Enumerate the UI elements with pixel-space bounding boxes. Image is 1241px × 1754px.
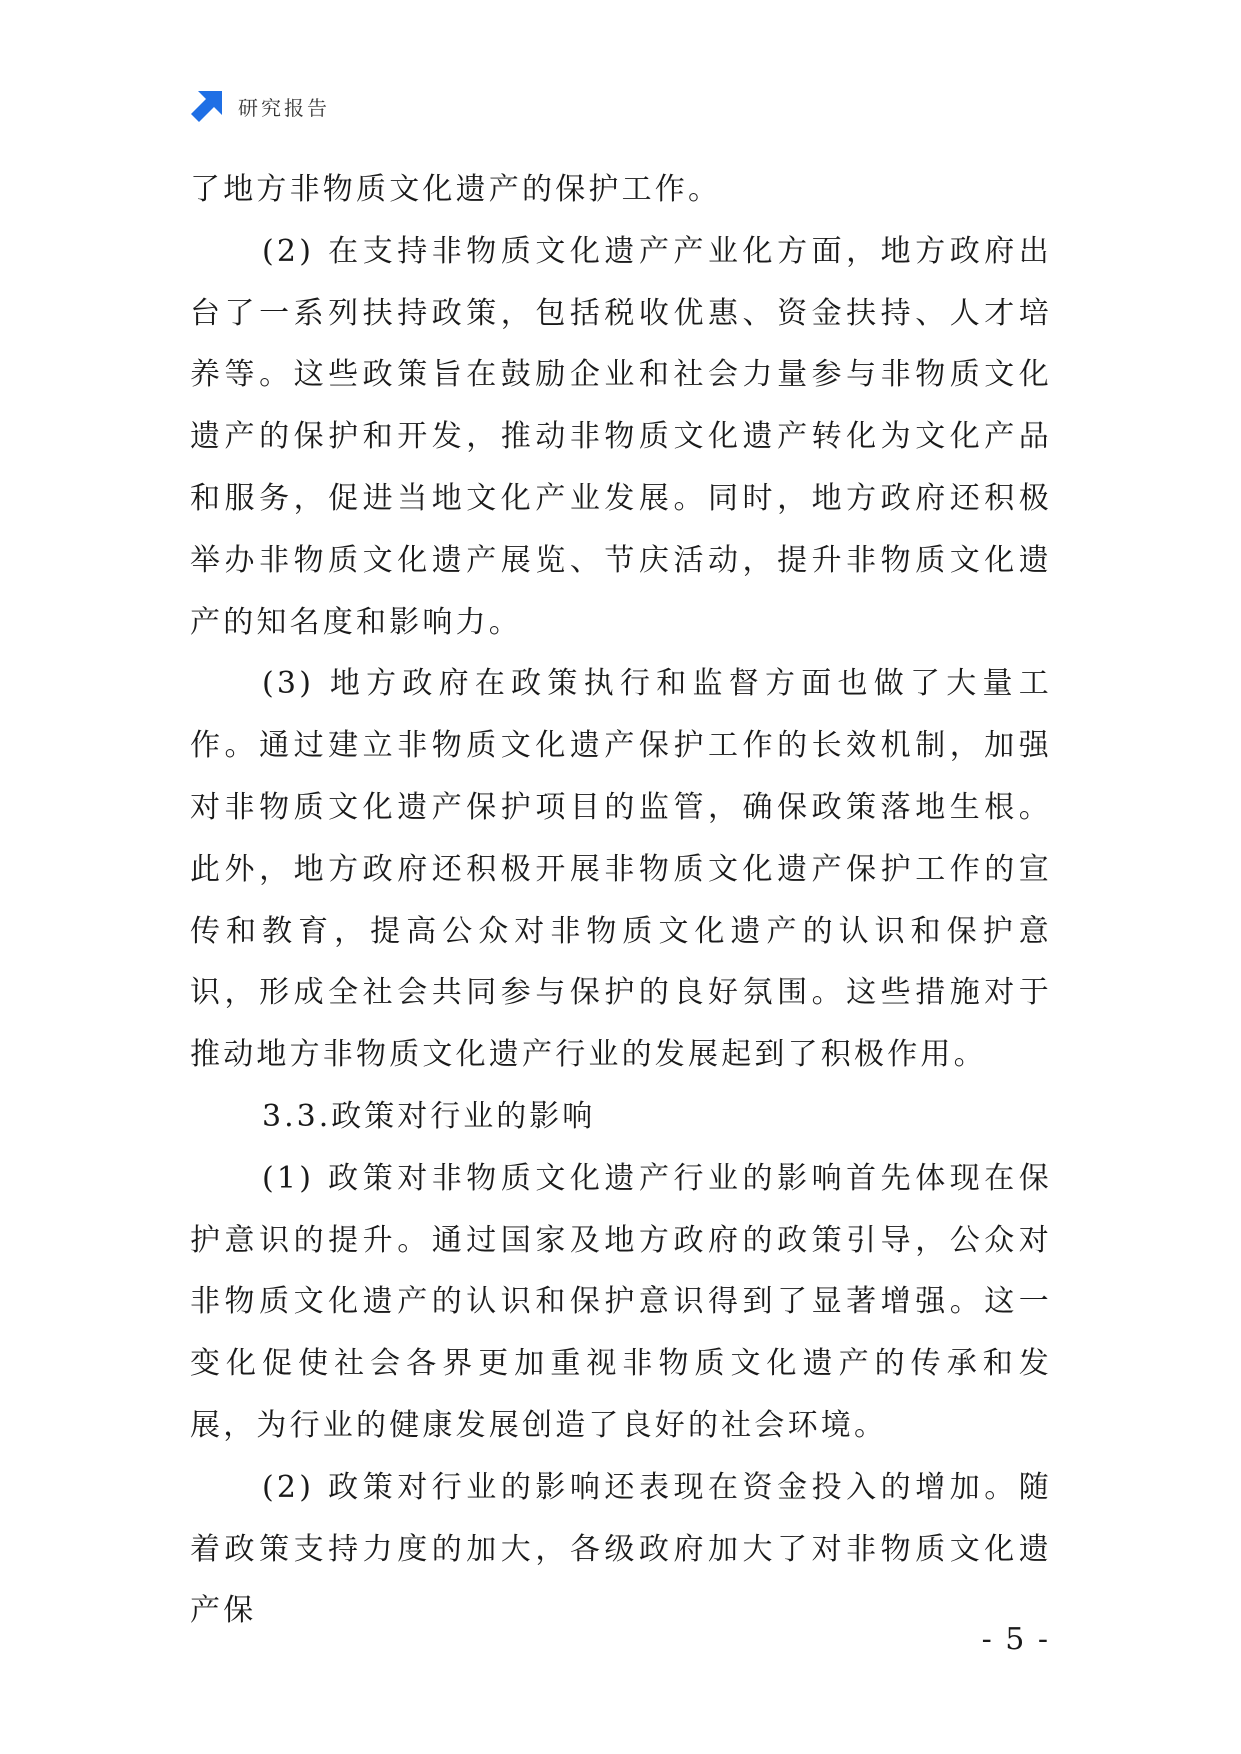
- paragraph-continuation: 了地方非物质文化遗产的保护工作。: [190, 172, 722, 207]
- paragraph-item-2: (2) 在支持非物质文化遗产产业化方面，地方政府出台了一系列扶持政策，包括税收优惠、资金扶持、人才培养等。这些政策旨在鼓励企业和社会力量参与非物质文化遗产的保护和开发，推动非物质文化遗产转化为文化产品和服务，促进当地文化产业发展。同时，地方政府还积极举办非物质文化遗产展览、节庆活动，提升非物质文化遗产的知名度和影响力。: [190, 233, 1052, 640]
- section-heading: 3.3.政策对行业的影响: [262, 1098, 596, 1134]
- arrow-up-right-logo-icon: [190, 89, 224, 123]
- page-number: - 5 -: [981, 1622, 1050, 1657]
- report-header: [190, 88, 330, 124]
- paragraph-item-3: (3) 地方政府在政策执行和监督方面也做了大量工作。通过建立非物质文化遗产保护工作的长效机制，加强对非物质文化遗产保护项目的监管，确保政策落地生根。此外，地方政府还积极开展非物质文化遗产保护工作的宣传和教育，提高公众对非物质文化遗产的认识和保护意识，形成全社会共同参与保护的良好氛围。这些措施对于推动地方非物质文化遗产行业的发展起到了积极作用。: [190, 666, 1052, 1073]
- section-paragraph-2: (2) 政策对行业的影响还表现在资金投入的增加。随着政策支持力度的加大，各级政府加大了对非物质文化遗产保: [190, 1469, 1052, 1629]
- section-paragraph-1: (1) 政策对非物质文化遗产行业的影响首先体现在保护意识的提升。通过国家及地方政府的政策引导，公众对非物质文化遗产的认识和保护意识得到了显著增强。这一变化促使社会各界更加重视非物质文化遗产的传承和发展，为行业的健康发展创造了良好的社会环境。: [190, 1160, 1052, 1443]
- header-title: 研究报告: [238, 95, 330, 120]
- document-body: [190, 159, 1052, 1642]
